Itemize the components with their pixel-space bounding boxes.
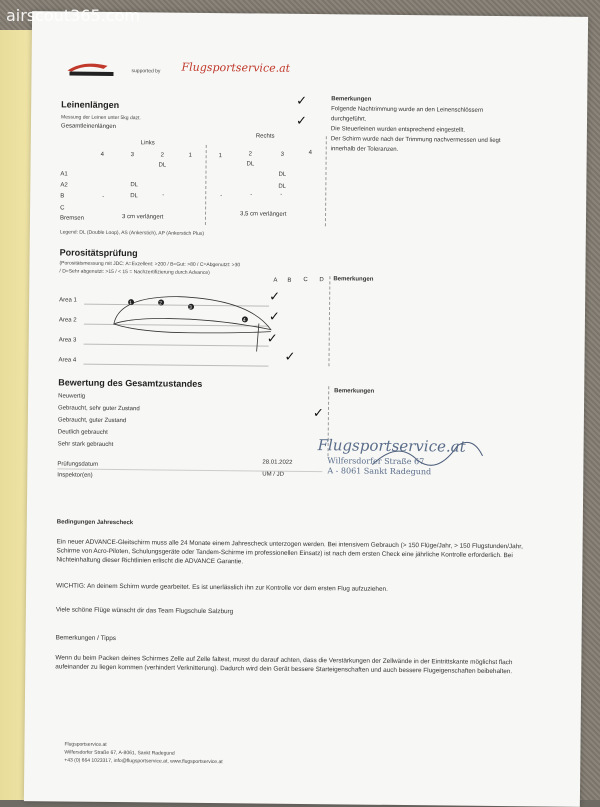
porosity-title: Porositätsprüfung [59,247,138,259]
condition-option: Sehr stark gebraucht [57,441,114,448]
condition-option: Gebraucht, guter Zustand [57,417,127,425]
cell-value: - [250,192,253,199]
col-b: B [287,277,292,284]
row-label-a2: A2 [60,182,68,189]
col-c: C [303,276,308,284]
date-label: Prüfungsdatum [57,461,99,468]
inspector-value: UM / JD [262,471,285,478]
porosity-point-4: 4 [242,317,246,324]
col-left-2: 2 [160,152,165,159]
condition-option: Gebraucht, sehr guter Zustand [57,405,140,413]
row-label-c: C [60,205,65,212]
check-mark-icon: ✓ [284,349,296,365]
cell-value: DL [158,162,167,169]
check-mark-icon: ✓ [266,331,278,347]
cell-value: DL [130,193,138,200]
watermark: airscout365.com [6,6,140,25]
cell-value: DL [246,161,255,168]
stamp-brand: Flugsportservice.at [317,436,466,456]
bremsen-left: 3 cm verlängert [121,214,164,221]
cell-value: DL [130,182,139,189]
important-paragraph: WICHTIG: An deinem Schirm wurde gearbeitet. Es ist unerlässlich ihn zur Kontrolle vor dem ersten Flug aufzuziehen. [56,582,388,593]
links-label: Links [140,140,155,147]
check-mark-icon: ✓ [296,93,308,109]
cell-value: - [280,191,283,198]
cell-value: - [102,193,105,200]
legend-text: Legend: DL (Double Loop), AS (Ankerstich), AP (Ankerstich Plus) [59,229,205,237]
porosity-point-2: 2 [159,300,162,307]
condition-title: Bewertung des Gesamtzustandes [58,377,203,389]
tips-title: Bemerkungen / Tipps [55,634,117,643]
bremsen-label: Bremsen [59,215,85,222]
area-1-label: Area 1 [59,297,77,304]
col-left-4: 4 [100,151,105,158]
col-right-2: 2 [248,151,253,158]
rechts-label: Rechts [255,133,275,140]
condition-option: Deutlich gebraucht [57,429,108,436]
porosity-point-1: 1 [129,300,132,307]
cell-value: DL [278,171,287,178]
flugschule-logo-icon [63,59,125,78]
measure-note: Messung der Leinen unter 5kg dazt. [61,114,141,122]
date-value: 28.01.2022 [262,459,293,466]
col-d: D [319,277,324,284]
brand-logo: Flugsportservice.at [181,60,291,75]
col-right-3: 3 [280,151,285,158]
inspection-document [24,11,588,807]
porosity-divider [328,276,331,366]
remarks-line: Die Steuerleinen wurden entsprechend eingestellt. [330,126,466,134]
porosity-note: (Porositätsmessung mit JDC: A=Exzellent: >200 / B=Gut: >80 / C=Abgenutzt: >30 [59,260,241,269]
col-a: A [273,277,278,284]
col-right-1: 1 [218,153,223,160]
signature-icon [367,435,487,476]
footer-line: Flugsportservice.at [64,741,107,748]
col-left-3: 3 [130,152,135,159]
condition-remarks-title: Bemerkungen [334,388,375,395]
remarks-line: durchgeführt. [331,116,367,123]
area-4-label: Area 4 [58,357,77,364]
center-divider [205,145,208,225]
porosity-remarks-title: Bemerkungen [333,276,374,283]
greeting: Viele schöne Flüge wünscht dir das Team Flugschule Salzburg [55,606,234,616]
footer-line: Wilfersdorfer Straße 67, A-8061, Sankt Radegund [64,749,175,757]
remarks-title: Bemerkungen [331,96,372,103]
divider [57,468,322,472]
check-mark-icon: ✓ [269,289,281,305]
check-mark-icon: ✓ [268,309,280,325]
row-label-a1: A1 [60,171,68,178]
cell-value: - [220,193,223,200]
cell-value: DL [278,183,287,190]
condition-option: Neuwertig [58,393,86,400]
area-3-label: Area 3 [58,337,77,344]
area-line [83,364,268,367]
conditions-paragraph: Ein neuer ADVANCE-Gleitschirm muss alle 24 Monate einem Jahrescheck unterzogen werden. Bei intensivem Gebrauch (> 150 Flüge/Jahr, > 150 Flugstunden/Jahr, Schirme von Acro-Piloten, Schulungsgeräte oder Tandem-Schirme im professionellen Einsatz) ist nach dem ersten Check eine jährliche Kontrolle erforderlich. Bei Nichteinhaltung dieser Richtlinien erlischt die ADVANCE Garantie. [56,538,523,566]
bremsen-right: 3,5 cm verlängert [240,211,287,218]
porosity-note: / D=Sehr abgenutzt: >15 / < 15 = Nachzertifizierung durch Advance) [59,268,210,276]
remarks-line: Folgende Nachtrimmung wurde an den Leinenschlössern [331,106,484,114]
right-divider [325,136,328,226]
check-mark-icon: ✓ [312,406,324,422]
leinen-title: Leinenlängen [61,99,120,111]
area-2-label: Area 2 [58,317,77,324]
col-left-1: 1 [188,152,193,159]
footer-line: +43 (0) 664 1023317, info@flugsportservice.at, www.flugsportservice.at [64,757,223,766]
remarks-line: innerhalb der Toleranzen. [330,146,399,153]
stamp-address-line: A - 8061 Sankt Radegund [327,466,432,477]
tips-paragraph: Wenn du beim Packen deines Schirmes Zelle auf Zelle faltest, musst du darauf achten, dass die Verstärkungen der Zellwände in der Eintrittskante möglichst flach aufeinander zu liegen kommen (verhindert Verknitterung). Dadurch wird dein Gerät bessere Starteigenschaften und auch bessere Flugeigenschaften beibehalten. [55,654,513,676]
row-label-b: B [60,193,65,200]
wing-profile-icon [109,288,280,360]
conditions-title: Bedingungen Jahrescheck [56,519,134,527]
cell-value: - [162,192,165,199]
remarks-line: Der Schirm wurde nach der Trimmung nachvermessen und liegt [330,136,501,145]
inspector-label: Inspektor(en) [57,472,93,479]
porosity-point-3: 3 [189,304,192,311]
total-length-label: Gesamtleinenlängen [60,123,117,130]
check-mark-icon: ✓ [295,113,307,129]
supported-by-label: supported by [131,68,161,75]
col-right-4: 4 [308,150,313,157]
stamp-address-line: Wilfersdorfer Straße 67 [327,456,425,467]
